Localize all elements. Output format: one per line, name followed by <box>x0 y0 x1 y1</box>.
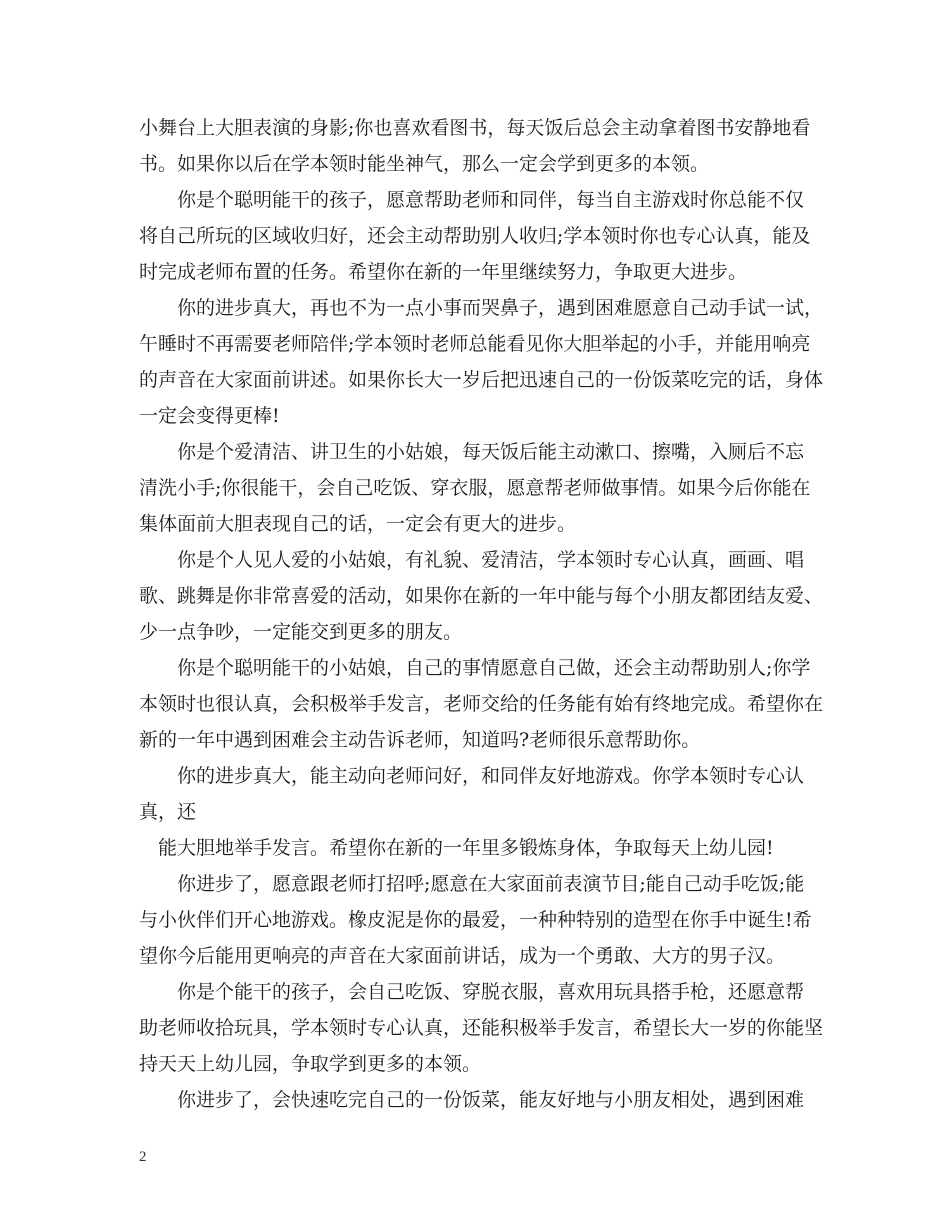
text-line: 真，还 <box>139 801 197 823</box>
text-line: 望你今后能用更响亮的声音在大家面前讲话，成为一个勇敢、大方的男子汉。 <box>139 945 786 967</box>
text-line: 助老师收拾玩具，学本领时专心认真，还能积极举手发言，希望长大一岁的你能坚 <box>139 1017 824 1039</box>
text-line: 时完成老师布置的任务。希望你在新的一年里继续努力，争取更大进步。 <box>139 261 748 283</box>
text-line: 与小伙伴们开心地游戏。橡皮泥是你的最爱，一种种特别的造型在你手中诞生!希 <box>139 909 812 931</box>
text-line: 你的进步真大，能主动向老师问好，和同伴友好地游戏。你学本领时专心认 <box>177 765 805 787</box>
text-line: 你是个爱清洁、讲卫生的小姑娘，每天饭后能主动漱口、擦嘴，入厕后不忘 <box>177 441 805 463</box>
text-line: 你是个聪明能干的孩子，愿意帮助老师和同伴，每当自主游戏时你总能不仅 <box>177 189 805 211</box>
text-line: 午睡时不再需要老师陪伴;学本领时老师总能看见你大胆举起的小手，并能用响亮 <box>139 333 811 355</box>
text-line: 书。如果你以后在学本领时能坐神气，那么一定会学到更多的本领。 <box>139 153 710 175</box>
text-line: 一定会变得更棒! <box>139 405 280 427</box>
text-line: 本领时也很认真，会积极举手发言，老师交给的任务能有始有终地完成。希望你在 <box>139 693 824 715</box>
text-line: 你是个人见人爱的小姑娘，有礼貌、爱清洁，学本领时专心认真，画画、唱 <box>177 549 805 571</box>
text-line: 新的一年中遇到困难会主动告诉老师，知道吗?老师很乐意帮助你。 <box>139 729 701 751</box>
text-line: 清洗小手;你很能干，会自己吃饭、穿衣服，愿意帮老师做事情。如果今后你能在 <box>139 477 811 499</box>
text-line: 将自己所玩的区域收归好，还会主动帮助别人收归;学本领时你也专心认真，能及 <box>139 225 811 247</box>
text-line: 能大胆地举手发言。希望你在新的一年里多锻炼身体，争取每天上幼儿园! <box>158 837 774 859</box>
text-line: 持天天上幼儿园，争取学到更多的本领。 <box>139 1053 482 1075</box>
text-line: 你是个聪明能干的小姑娘，自己的事情愿意自己做，还会主动帮助别人;你学 <box>177 657 811 679</box>
text-line: 小舞台上大胆表演的身影;你也喜欢看图书，每天饭后总会主动拿着图书安静地看 <box>139 117 811 139</box>
text-line: 集体面前大胆表现自己的话，一定会有更大的进步。 <box>139 513 577 535</box>
text-line: 你是个能干的孩子，会自己吃饭、穿脱衣服，喜欢用玩具搭手枪，还愿意帮 <box>177 981 805 1003</box>
page-number: 2 <box>139 1149 147 1165</box>
text-line: 少一点争吵，一定能交到更多的朋友。 <box>139 621 463 643</box>
text-line: 的声音在大家面前讲述。如果你长大一岁后把迅速自己的一份饭菜吃完的话，身体 <box>139 369 824 391</box>
text-line: 你的进步真大，再也不为一点小事而哭鼻子，遇到困难愿意自己动手试一试， <box>177 297 824 319</box>
text-line: 歌、跳舞是你非常喜爱的活动，如果你在新的一年中能与每个小朋友都团结友爱、 <box>139 585 824 607</box>
text-line: 你进步了，会快速吃完自己的一份饭菜，能友好地与小朋友相处，遇到困难 <box>177 1089 805 1111</box>
text-line: 你进步了，愿意跟老师打招呼;愿意在大家面前表演节目;能自己动手吃饭;能 <box>177 873 805 895</box>
